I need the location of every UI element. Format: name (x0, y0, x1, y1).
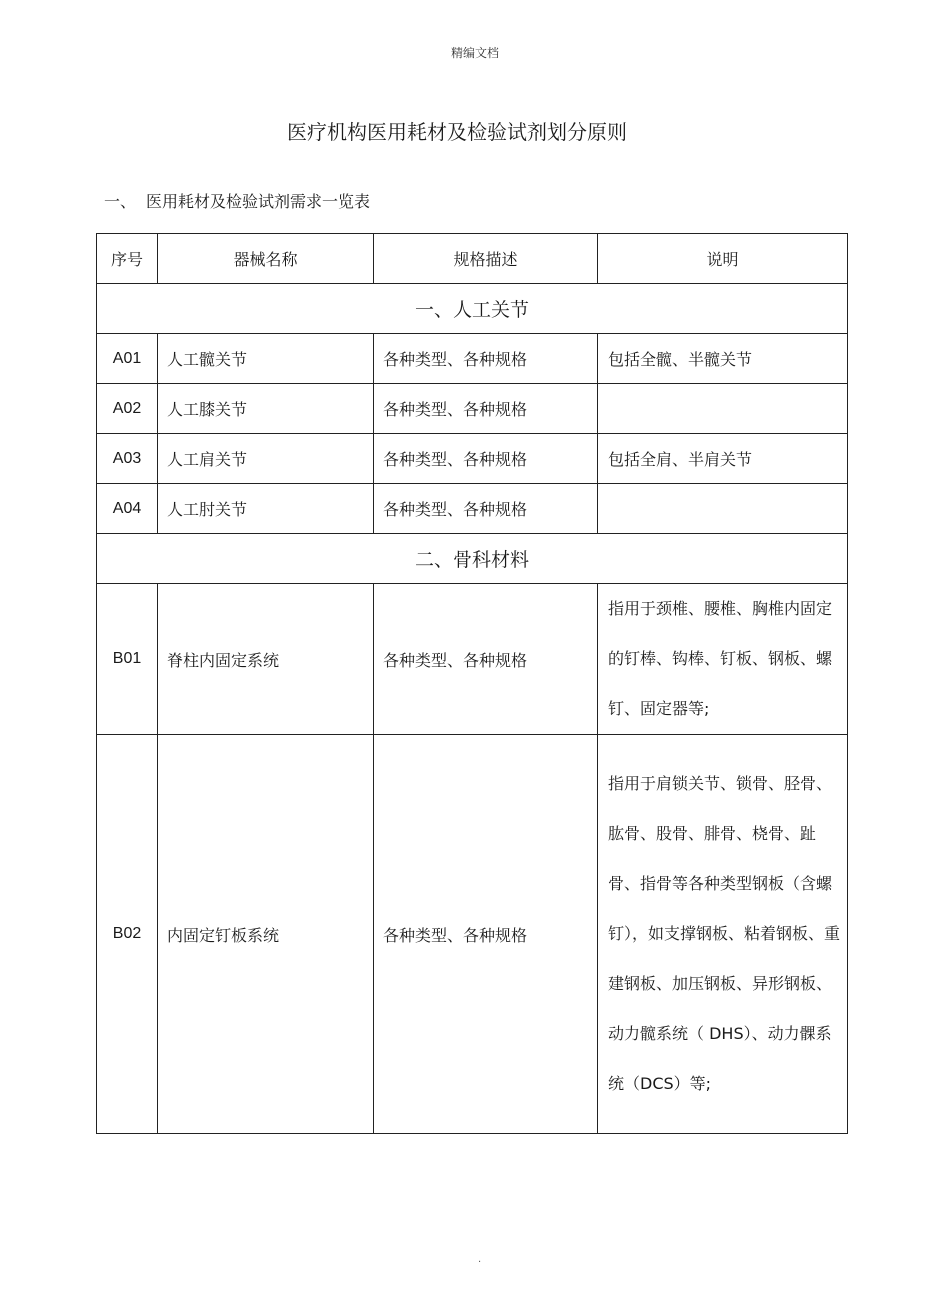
item-note: 包括全髋、半髋关节 (598, 334, 848, 384)
item-note (598, 484, 848, 534)
item-note: 指用于肩锁关节、锁骨、胫骨、肱骨、股骨、腓骨、桡骨、趾骨、指骨等各种类型钢板（含螺钉），如支撑钢板、粘着钢板、重建钢板、加压钢板、异形钢板、动力髋系统（ DHS）、动力髁系统（DCS）等; (598, 735, 848, 1134)
section-number: 一、 (104, 192, 137, 211)
item-note (598, 384, 848, 434)
footer-mark: . (478, 1254, 482, 1265)
item-note: 指用于颈椎、腰椎、胸椎内固定的钉棒、钩棒、钉板、钢板、螺钉、固定器等; (598, 584, 848, 735)
section-label: 医用耗材及检验试剂需求一览表 (146, 192, 371, 211)
item-name: 人工肩关节 (158, 434, 374, 484)
item-code: A01 (97, 334, 158, 384)
item-name: 人工肘关节 (158, 484, 374, 534)
section-heading (104, 189, 370, 212)
header-note: 精编文档 (450, 46, 499, 60)
table-row (97, 434, 848, 484)
table-row (97, 334, 848, 384)
item-spec: 各种类型、各种规格 (374, 434, 598, 484)
item-note: 包括全肩、半肩关节 (598, 434, 848, 484)
category-label: 一、人工关节 (97, 284, 848, 334)
item-spec: 各种类型、各种规格 (374, 484, 598, 534)
table-row (97, 584, 848, 735)
category-label: 二、骨科材料 (97, 534, 848, 584)
document-title: 医疗机构医用耗材及检验试剂划分原则 (287, 120, 627, 144)
item-spec: 各种类型、各种规格 (374, 735, 598, 1134)
item-spec: 各种类型、各种规格 (374, 334, 598, 384)
item-code: B01 (97, 584, 158, 735)
item-code: B02 (97, 735, 158, 1134)
table-row (97, 735, 848, 1134)
item-code: A04 (97, 484, 158, 534)
item-name: 脊柱内固定系统 (158, 584, 374, 735)
table-row (97, 484, 848, 534)
header-cell-index: 序号 (97, 234, 158, 284)
item-name: 人工髋关节 (158, 334, 374, 384)
item-code: A03 (97, 434, 158, 484)
item-code: A02 (97, 384, 158, 434)
header-cell-note: 说明 (598, 234, 848, 284)
category-row (97, 284, 848, 334)
header-cell-name: 器械名称 (158, 234, 374, 284)
requirements-table (96, 233, 848, 1134)
item-name: 内固定钉板系统 (158, 735, 374, 1134)
table-row (97, 384, 848, 434)
item-spec: 各种类型、各种规格 (374, 384, 598, 434)
table-header-row (97, 234, 848, 284)
category-row (97, 534, 848, 584)
header-cell-spec: 规格描述 (374, 234, 598, 284)
item-spec: 各种类型、各种规格 (374, 584, 598, 735)
item-name: 人工膝关节 (158, 384, 374, 434)
